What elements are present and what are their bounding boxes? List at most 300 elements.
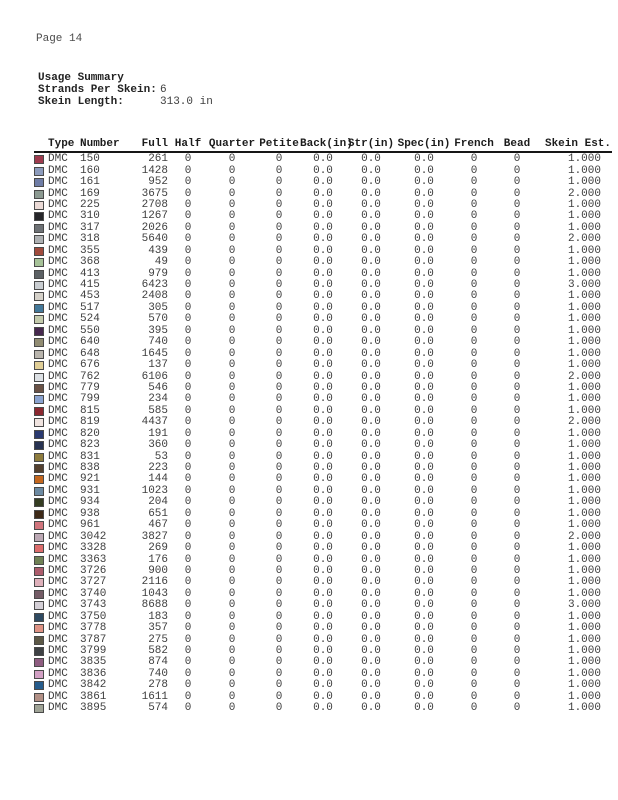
- cell-type: DMC: [48, 187, 68, 200]
- cell-number: 524: [80, 313, 100, 326]
- cell-back-in: 0.0: [313, 564, 333, 577]
- cell-back-in: 0.0: [313, 484, 333, 497]
- cell-back-in: 0.0: [313, 267, 333, 280]
- cell-spec-in: 0.0: [414, 359, 434, 372]
- cell-petite: 0: [275, 176, 283, 189]
- cell-swatch: [34, 498, 48, 507]
- cell-swatch: [34, 704, 48, 713]
- cell-quarter: 0: [228, 381, 236, 394]
- cell-back-in: 0.0: [313, 164, 333, 177]
- cell-quarter: 0: [228, 244, 236, 257]
- cell-back-in: 0.0: [313, 610, 333, 623]
- cell-back-in: 0.0: [313, 301, 333, 314]
- cell-type: DMC: [48, 267, 68, 280]
- cell-str-in: 0.0: [361, 507, 381, 520]
- cell-skein-est: 1.000: [567, 484, 601, 497]
- cell-type: DMC: [48, 301, 68, 314]
- cell-petite: 0: [275, 462, 283, 475]
- cell-bead: 0: [513, 393, 521, 406]
- cell-type: DMC: [48, 599, 68, 612]
- cell-french: 0: [470, 427, 478, 440]
- usage-row: [34, 417, 612, 428]
- cell-petite: 0: [275, 324, 283, 337]
- cell-quarter: 0: [228, 462, 236, 475]
- cell-str-in: 0.0: [361, 587, 381, 600]
- cell-full: 874: [148, 656, 168, 669]
- cell-spec-in: 0.0: [414, 507, 434, 520]
- cell-number: 160: [80, 164, 100, 177]
- cell-quarter: 0: [228, 656, 236, 669]
- cell-petite: 0: [275, 473, 283, 486]
- cell-full: 261: [148, 153, 168, 166]
- cell-number: 3842: [80, 679, 107, 692]
- cell-half: 0: [184, 187, 192, 200]
- cell-half: 0: [184, 153, 192, 166]
- cell-back-in: 0.0: [313, 198, 333, 211]
- cell-bead: 0: [513, 473, 521, 486]
- cell-bead: 0: [513, 450, 521, 463]
- header-half: Half: [174, 138, 202, 150]
- cell-str-in: 0.0: [361, 336, 381, 349]
- cell-back-in: 0.0: [313, 462, 333, 475]
- cell-petite: 0: [275, 313, 283, 326]
- cell-str-in: 0.0: [361, 301, 381, 314]
- cell-type: DMC: [48, 679, 68, 692]
- cell-half: 0: [184, 553, 192, 566]
- cell-type: DMC: [48, 507, 68, 520]
- cell-str-in: 0.0: [361, 702, 381, 715]
- cell-petite: 0: [275, 530, 283, 543]
- cell-str-in: 0.0: [361, 576, 381, 589]
- cell-half: 0: [184, 610, 192, 623]
- cell-petite: 0: [275, 542, 283, 555]
- header-back-in: Back(in): [300, 138, 353, 150]
- floss-color-swatch: [34, 636, 44, 645]
- floss-color-swatch: [34, 613, 44, 622]
- cell-bead: 0: [513, 153, 521, 166]
- cell-str-in: 0.0: [361, 656, 381, 669]
- cell-number: 3727: [80, 576, 107, 589]
- cell-spec-in: 0.0: [414, 256, 434, 269]
- cell-bead: 0: [513, 553, 521, 566]
- floss-color-swatch: [34, 373, 44, 382]
- cell-half: 0: [184, 381, 192, 394]
- cell-swatch: [34, 338, 48, 347]
- cell-type: DMC: [48, 244, 68, 257]
- cell-half: 0: [184, 164, 192, 177]
- cell-quarter: 0: [228, 233, 236, 246]
- cell-type: DMC: [48, 370, 68, 383]
- floss-color-swatch: [34, 384, 44, 393]
- cell-swatch: [34, 190, 48, 199]
- cell-str-in: 0.0: [361, 153, 381, 166]
- cell-half: 0: [184, 507, 192, 520]
- cell-type: DMC: [48, 553, 68, 566]
- floss-color-swatch: [34, 258, 44, 267]
- cell-number: 368: [80, 256, 100, 269]
- cell-swatch: [34, 247, 48, 256]
- cell-bead: 0: [513, 462, 521, 475]
- cell-back-in: 0.0: [313, 450, 333, 463]
- cell-full: 1043: [141, 587, 168, 600]
- usage-table-header: [34, 138, 612, 151]
- cell-petite: 0: [275, 347, 283, 360]
- cell-type: DMC: [48, 347, 68, 360]
- cell-spec-in: 0.0: [414, 587, 434, 600]
- cell-swatch: [34, 578, 48, 587]
- cell-spec-in: 0.0: [414, 210, 434, 223]
- cell-swatch: [34, 521, 48, 530]
- cell-back-in: 0.0: [313, 427, 333, 440]
- cell-number: 762: [80, 370, 100, 383]
- cell-petite: 0: [275, 496, 283, 509]
- cell-spec-in: 0.0: [414, 622, 434, 635]
- cell-type: DMC: [48, 633, 68, 646]
- header-type: Type: [48, 138, 75, 150]
- cell-half: 0: [184, 450, 192, 463]
- floss-color-swatch: [34, 190, 44, 199]
- cell-half: 0: [184, 702, 192, 715]
- cell-quarter: 0: [228, 599, 236, 612]
- floss-color-swatch: [34, 704, 44, 713]
- cell-number: 838: [80, 462, 100, 475]
- cell-spec-in: 0.0: [414, 473, 434, 486]
- cell-number: 453: [80, 290, 100, 303]
- cell-type: DMC: [48, 381, 68, 394]
- cell-number: 517: [80, 301, 100, 314]
- cell-quarter: 0: [228, 679, 236, 692]
- cell-number: 161: [80, 176, 100, 189]
- cell-str-in: 0.0: [361, 279, 381, 292]
- cell-quarter: 0: [228, 610, 236, 623]
- cell-str-in: 0.0: [361, 519, 381, 532]
- header-petite: Petite: [259, 138, 299, 150]
- cell-skein-est: 2.000: [567, 416, 601, 429]
- cell-bead: 0: [513, 439, 521, 452]
- cell-back-in: 0.0: [313, 324, 333, 337]
- cell-skein-est: 1.000: [567, 439, 601, 452]
- cell-quarter: 0: [228, 176, 236, 189]
- cell-half: 0: [184, 290, 192, 303]
- cell-french: 0: [470, 439, 478, 452]
- cell-str-in: 0.0: [361, 530, 381, 543]
- cell-french: 0: [470, 576, 478, 589]
- cell-half: 0: [184, 404, 192, 417]
- cell-petite: 0: [275, 393, 283, 406]
- cell-petite: 0: [275, 702, 283, 715]
- cell-skein-est: 3.000: [567, 279, 601, 292]
- cell-spec-in: 0.0: [414, 633, 434, 646]
- cell-full: 574: [148, 702, 168, 715]
- cell-bead: 0: [513, 301, 521, 314]
- cell-french: 0: [470, 290, 478, 303]
- usage-row: [34, 314, 612, 325]
- cell-french: 0: [470, 645, 478, 658]
- cell-full: 651: [148, 507, 168, 520]
- cell-number: 3778: [80, 622, 107, 635]
- cell-back-in: 0.0: [313, 645, 333, 658]
- cell-half: 0: [184, 484, 192, 497]
- cell-half: 0: [184, 336, 192, 349]
- floss-color-swatch: [34, 601, 44, 610]
- cell-number: 676: [80, 359, 100, 372]
- cell-spec-in: 0.0: [414, 198, 434, 211]
- cell-full: 395: [148, 324, 168, 337]
- cell-half: 0: [184, 313, 192, 326]
- cell-str-in: 0.0: [361, 645, 381, 658]
- usage-row: [34, 520, 612, 531]
- cell-str-in: 0.0: [361, 347, 381, 360]
- floss-color-swatch: [34, 567, 44, 576]
- header-spec-in: Spec(in): [397, 138, 451, 150]
- cell-bead: 0: [513, 484, 521, 497]
- cell-swatch: [34, 475, 48, 484]
- cell-type: DMC: [48, 256, 68, 269]
- cell-type: DMC: [48, 576, 68, 589]
- cell-full: 740: [148, 667, 168, 680]
- cell-quarter: 0: [228, 290, 236, 303]
- cell-number: 550: [80, 324, 100, 337]
- cell-back-in: 0.0: [313, 381, 333, 394]
- cell-french: 0: [470, 301, 478, 314]
- strands-per-skein-value: 6: [160, 84, 167, 96]
- floss-color-swatch: [34, 224, 44, 233]
- cell-back-in: 0.0: [313, 347, 333, 360]
- cell-swatch: [34, 453, 48, 462]
- cell-full: 5640: [141, 233, 168, 246]
- cell-petite: 0: [275, 656, 283, 669]
- cell-french: 0: [470, 233, 478, 246]
- cell-bead: 0: [513, 645, 521, 658]
- cell-str-in: 0.0: [361, 324, 381, 337]
- cell-spec-in: 0.0: [414, 439, 434, 452]
- skein-length-value: 313.0 in: [160, 96, 213, 108]
- cell-back-in: 0.0: [313, 221, 333, 234]
- cell-type: DMC: [48, 153, 68, 166]
- cell-bead: 0: [513, 267, 521, 280]
- cell-back-in: 0.0: [313, 439, 333, 452]
- cell-swatch: [34, 224, 48, 233]
- cell-swatch: [34, 658, 48, 667]
- cell-swatch: [34, 647, 48, 656]
- cell-str-in: 0.0: [361, 164, 381, 177]
- cell-quarter: 0: [228, 187, 236, 200]
- usage-row: [34, 337, 612, 348]
- cell-french: 0: [470, 519, 478, 532]
- cell-bead: 0: [513, 633, 521, 646]
- floss-color-swatch: [34, 521, 44, 530]
- cell-str-in: 0.0: [361, 416, 381, 429]
- cell-petite: 0: [275, 610, 283, 623]
- cell-bead: 0: [513, 530, 521, 543]
- cell-half: 0: [184, 587, 192, 600]
- cell-str-in: 0.0: [361, 610, 381, 623]
- cell-bead: 0: [513, 244, 521, 257]
- floss-color-swatch: [34, 487, 44, 496]
- cell-petite: 0: [275, 210, 283, 223]
- cell-half: 0: [184, 427, 192, 440]
- cell-swatch: [34, 418, 48, 427]
- cell-swatch: [34, 395, 48, 404]
- cell-type: DMC: [48, 198, 68, 211]
- floss-color-swatch: [34, 292, 44, 301]
- usage-row: [34, 623, 612, 634]
- cell-petite: 0: [275, 164, 283, 177]
- cell-type: DMC: [48, 496, 68, 509]
- cell-half: 0: [184, 267, 192, 280]
- cell-spec-in: 0.0: [414, 279, 434, 292]
- floss-color-swatch: [34, 590, 44, 599]
- cell-petite: 0: [275, 256, 283, 269]
- cell-petite: 0: [275, 290, 283, 303]
- cell-bead: 0: [513, 313, 521, 326]
- header-quarter: Quarter: [208, 138, 256, 150]
- cell-french: 0: [470, 496, 478, 509]
- cell-full: 900: [148, 564, 168, 577]
- cell-type: DMC: [48, 416, 68, 429]
- cell-half: 0: [184, 198, 192, 211]
- cell-swatch: [34, 681, 48, 690]
- cell-back-in: 0.0: [313, 336, 333, 349]
- cell-full: 53: [154, 450, 168, 463]
- cell-quarter: 0: [228, 404, 236, 417]
- cell-type: DMC: [48, 233, 68, 246]
- cell-str-in: 0.0: [361, 221, 381, 234]
- cell-str-in: 0.0: [361, 313, 381, 326]
- floss-color-swatch: [34, 441, 44, 450]
- cell-french: 0: [470, 656, 478, 669]
- cell-back-in: 0.0: [313, 599, 333, 612]
- cell-skein-est: 1.000: [567, 210, 601, 223]
- cell-type: DMC: [48, 176, 68, 189]
- cell-type: DMC: [48, 690, 68, 703]
- cell-number: 318: [80, 233, 100, 246]
- cell-spec-in: 0.0: [414, 393, 434, 406]
- cell-str-in: 0.0: [361, 690, 381, 703]
- cell-petite: 0: [275, 198, 283, 211]
- cell-petite: 0: [275, 667, 283, 680]
- cell-type: DMC: [48, 542, 68, 555]
- cell-quarter: 0: [228, 313, 236, 326]
- cell-bead: 0: [513, 359, 521, 372]
- cell-swatch: [34, 178, 48, 187]
- cell-type: DMC: [48, 290, 68, 303]
- cell-back-in: 0.0: [313, 153, 333, 166]
- cell-skein-est: 2.000: [567, 370, 601, 383]
- cell-swatch: [34, 636, 48, 645]
- cell-number: 931: [80, 484, 100, 497]
- cell-quarter: 0: [228, 164, 236, 177]
- cell-back-in: 0.0: [313, 553, 333, 566]
- cell-back-in: 0.0: [313, 187, 333, 200]
- cell-str-in: 0.0: [361, 176, 381, 189]
- floss-color-swatch: [34, 624, 44, 633]
- cell-quarter: 0: [228, 576, 236, 589]
- cell-spec-in: 0.0: [414, 553, 434, 566]
- cell-str-in: 0.0: [361, 187, 381, 200]
- floss-color-swatch: [34, 270, 44, 279]
- cell-str-in: 0.0: [361, 679, 381, 692]
- cell-petite: 0: [275, 244, 283, 257]
- cell-full: 2026: [141, 221, 168, 234]
- cell-skein-est: 1.000: [567, 553, 601, 566]
- cell-petite: 0: [275, 599, 283, 612]
- cell-swatch: [34, 235, 48, 244]
- cell-quarter: 0: [228, 267, 236, 280]
- cell-spec-in: 0.0: [414, 645, 434, 658]
- cell-skein-est: 1.000: [567, 244, 601, 257]
- cell-quarter: 0: [228, 633, 236, 646]
- cell-bead: 0: [513, 221, 521, 234]
- strands-per-skein-label: Strands Per Skein:: [38, 84, 157, 96]
- cell-petite: 0: [275, 279, 283, 292]
- cell-petite: 0: [275, 553, 283, 566]
- cell-half: 0: [184, 690, 192, 703]
- cell-half: 0: [184, 359, 192, 372]
- floss-color-swatch: [34, 418, 44, 427]
- usage-row: [34, 234, 612, 245]
- cell-type: DMC: [48, 564, 68, 577]
- cell-bead: 0: [513, 507, 521, 520]
- cell-number: 938: [80, 507, 100, 520]
- cell-back-in: 0.0: [313, 542, 333, 555]
- cell-type: DMC: [48, 313, 68, 326]
- cell-str-in: 0.0: [361, 370, 381, 383]
- cell-str-in: 0.0: [361, 244, 381, 257]
- floss-color-swatch: [34, 327, 44, 336]
- cell-swatch: [34, 510, 48, 519]
- cell-half: 0: [184, 233, 192, 246]
- cell-str-in: 0.0: [361, 404, 381, 417]
- cell-full: 979: [148, 267, 168, 280]
- cell-bead: 0: [513, 667, 521, 680]
- cell-quarter: 0: [228, 450, 236, 463]
- cell-skein-est: 1.000: [567, 542, 601, 555]
- cell-spec-in: 0.0: [414, 233, 434, 246]
- cell-french: 0: [470, 610, 478, 623]
- cell-half: 0: [184, 370, 192, 383]
- usage-row: [34, 497, 612, 508]
- cell-quarter: 0: [228, 439, 236, 452]
- cell-french: 0: [470, 473, 478, 486]
- cell-swatch: [34, 464, 48, 473]
- cell-swatch: [34, 292, 48, 301]
- cell-bead: 0: [513, 256, 521, 269]
- cell-swatch: [34, 567, 48, 576]
- cell-half: 0: [184, 324, 192, 337]
- cell-str-in: 0.0: [361, 599, 381, 612]
- cell-quarter: 0: [228, 587, 236, 600]
- floss-color-swatch: [34, 212, 44, 221]
- cell-skein-est: 1.000: [567, 301, 601, 314]
- cell-skein-est: 2.000: [567, 187, 601, 200]
- cell-back-in: 0.0: [313, 473, 333, 486]
- cell-bead: 0: [513, 622, 521, 635]
- cell-back-in: 0.0: [313, 702, 333, 715]
- cell-skein-est: 1.000: [567, 622, 601, 635]
- cell-str-in: 0.0: [361, 427, 381, 440]
- cell-swatch: [34, 315, 48, 324]
- cell-french: 0: [470, 462, 478, 475]
- cell-swatch: [34, 304, 48, 313]
- cell-bead: 0: [513, 690, 521, 703]
- cell-french: 0: [470, 507, 478, 520]
- usage-row: [34, 360, 612, 371]
- cell-str-in: 0.0: [361, 210, 381, 223]
- cell-french: 0: [470, 256, 478, 269]
- cell-swatch: [34, 270, 48, 279]
- cell-skein-est: 1.000: [567, 176, 601, 189]
